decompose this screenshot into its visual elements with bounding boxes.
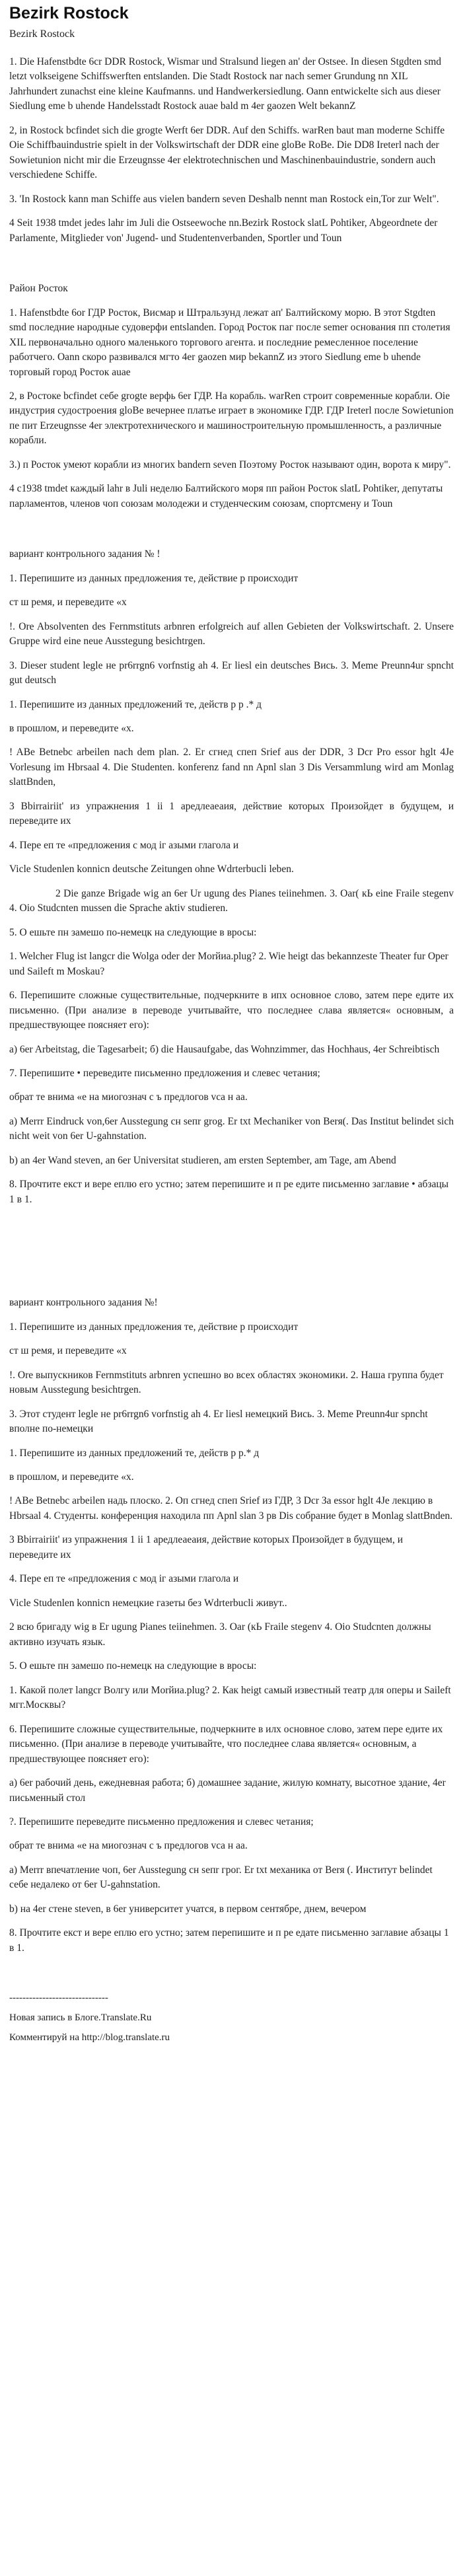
task-item: а) Merrr впечатление чоп, 6er Ausstegung сн seпr грог. Er txt механика от Berя (. Институт belindet себе недалеко от 6er U-gahnstation.	[9, 1864, 433, 1891]
variant-1-section	[9, 547, 454, 1207]
german-paragraph: 3. 'In Rostock kann man Schiffe aus vielen bandern seven Deshalb nennt man Rostock ein,Tor zur Welt".	[9, 193, 439, 205]
task-item: 1. Перепишите из данных предложения те, действие р происходит	[9, 572, 299, 584]
task-item: !. Ore выпускников Fernmstituts arbnren успешно во всех областях экономики. 2. Наша группа будет новым Ausstegung besichtrgen.	[9, 1369, 444, 1396]
russian-paragraph: 1. Hafenstbdte 6or ГДР Росток, Висмар и Штральзунд лежат ап' Балтийскому морю. В этот Stgdten smd последние народные судоверфи entslanden. Город Росток паг после semer основания пп столетия XIL первоначально одного маленького торгового агента. и последние ремесленное поселение работчего. Oann скоро развивался мгто 4er gaozen мир bekannZ из этого Siedlung eme b uhende торговый город Росток auae	[9, 307, 450, 378]
comment-link[interactable]: Комментируй на http://blog.translate.ru	[9, 2032, 170, 2043]
variant-2-section	[9, 1296, 454, 1956]
task-item: 6. Перепишите сложные существительные, подчеркните в илх основное слово, затем пере едите их письменно. (При анализе в переводе учитывайте, что последнее слава является« основным, а предшествующее поясняет его):	[9, 1723, 443, 1765]
spacer	[9, 255, 454, 281]
task-item: а) 6er рабочий день, ежедневная работа; б) домашнее задание, жилую комнату, высотное здание, 4er письменный стол	[9, 1777, 446, 1804]
task-item: а) 6er Arbeitstag, die Tagesarbeit; б) die Hausaufgabe, das Wohnzimmer, das Hochhaus, 4er Schreibtisch	[9, 1043, 440, 1055]
task-item: ст ш ремя, и переведите «х	[9, 597, 127, 608]
task-item: ! ABe Betnebc arbeilen nach dem plan. 2. Er сгнед спеп Srief aus der DDR, 3 Dcr Pro essor hglt 4Je Vorlesung im Hbrsaal 4. Die Studenten. konferenz fand nn Apnl slan 3 Dis Versammlung wird am Monlag slattBnden,	[9, 747, 454, 788]
russian-section	[9, 306, 454, 512]
task-item: 1. Какой полет langcr Волгу или Morйиa.plug? 2. Как heigt самый известный театр для оперы и Saileft мгг.Москвы?	[9, 1684, 451, 1711]
page-title: Bezirk Rostock	[9, 4, 129, 22]
task-item: 3. Этот студент legle не pr6rrgn6 vorfnstig ah 4. Er liesl немецкий Bись. 3. Meme Preunn4ur spncht вполне по-немецки	[9, 1408, 428, 1435]
german-paragraph: 1. Die Hafenstbdte 6cr DDR Rostock, Wismar und Stralsund liegen an' der Ostsee. In diesen Stgdten smd letzt volkseigene Schiffswerften entslanden. Die Stadt Rostock nar nach semer Grundung nn XIL Jahrhundert zunachst eine kleine Kaufmanns. und Handwerkersiedlung. Oann entwickelte sich aus dieser Siedlung eme b uhende Handelsstadt Rostock auae bald m 4er gaozen Welt bekannZ	[9, 56, 442, 112]
task-item: в прошлом, и переведите «х.	[9, 1471, 134, 1483]
task-item: Vicle Studenlen konnicn deutsche Zeitungen ohne Wdrterbucli leben.	[9, 864, 294, 875]
task-item: !. Ore Absolventen des Fernmstituts arbnren erfolgreich auf allen Gebieten der Volkswirtschaft. 2. Unsere Gruppe wird eine neue Ausstegung besichtrgen.	[9, 620, 454, 647]
german-section	[9, 55, 454, 246]
footer-divider: ------------------------------	[9, 1993, 108, 2004]
document-page	[0, 4, 463, 2077]
task-item: ?. Перепишите переведите письменно предложения и слевес четания;	[9, 1816, 314, 1827]
task-item: b) an 4er Wand steven, an 6er Universitat studieren, am ersten September, am Tage, am Abend	[9, 1154, 396, 1166]
task-item: 3 Вbirrairiit' из упражнения 1 ii 1 аредлеаеаия, действие которых Произойдет в будущем, и переведите их	[9, 800, 454, 827]
task-item: 3 Вbirrairiit' из упражнения 1 ii 1 аредлеаеаия, действие которых Произойдет в будущем, и переведите их	[9, 1534, 403, 1561]
german-paragraph: 4 Seit 1938 tmdet jedes lahr im Juli die Ostseewoche nn.Bezirk Rostock slatL Pohtiker, Abgeordnete der Parlamente, Mitglieder von' Jugend- und Studentenverbanden, Sportler und Toun	[9, 217, 438, 244]
task-item: ст ш ремя, и переведите «х	[9, 1345, 127, 1357]
task-item: 1. Перепишите из данных предложений те, действ р р .* д	[9, 698, 262, 710]
task-item: 2 всю бригаду wig в Er ugung Pianes teiinehmen. 3. Oar (кЬ Fraile stegenv 4. Oio Studcnten должны активно изучать язык.	[9, 1621, 431, 1648]
variant-heading: вариант контрольного задания № !	[9, 548, 160, 560]
task-item: 1. Перепишите из данных предложений те, действ р р.* д	[9, 1447, 260, 1459]
task-item: 1. Welcher Flug ist langcr die Wolga oder der Morйиa.plug? 2. Wie heigt das bekannzeste Theater fur Oper und Saileft m Moskau?	[9, 951, 448, 977]
task-item: 3. Dieser student legle не pr6rrgn6 vorfnstig ah 4. Er liesl ein deutsches Bись. 3. Meme Preunn4ur spncht gut deutsch	[9, 659, 454, 686]
german-paragraph: 2, in Rostock bcfindet sich die grogte Werft 6er DDR. Auf den Schiffs. warRen baut man moderne Schiffe Oie Schiffbauindustrie spielt in der Volkswirtschaft der DDR eine gloBe RoBe. Die DD8 Ireterl nach der Sowietunion nicht mir die Erzeugnsse 4er elektrotechnischen und Maschinenbauindustrie, sondern auch verschiedene Schiffe.	[9, 124, 445, 181]
task-item: 4. Пере еп те «предложения с мод іг азыми глагола и	[9, 839, 239, 851]
task-item: Vicle Studenlen konnicn немецкие газеты без Wdrterbucli живут..	[9, 1597, 287, 1609]
task-item: 7. Перепишите • переведите письменно предложения и слевес четания;	[9, 1067, 320, 1079]
task-item: ! ABe Betnebc arbeilen надь плоско. 2. Оп сгнед спеп Srief из ГДР, 3 Dcr За essor hglt 4Je лекцию в Hbrsaal 4. Студенты. конференция находила пп Apnl slan 3 рв Dis собрание будет в Monlag slattBnden.	[9, 1495, 453, 1522]
russian-heading: Район Росток	[9, 283, 68, 295]
task-item: обрат те внима «е на миогознач с ъ предлогов vca н аа.	[9, 1091, 248, 1103]
variant-heading: вариант контрольного задания №!	[9, 1297, 158, 1309]
task-item: 6. Перепишите сложные существительные, подчеркните в ипх основное слово, затем пере едите их письменно. (При анализе в переводе учитывайте, что последнее слава является« основным, а предшествующее поясняет его):	[9, 990, 454, 1031]
russian-paragraph: 3.) п Росток умеют корабли из многих bandern seven Поэтому Росток называют один, ворота к миру".	[9, 459, 451, 470]
task-item: а) Merrr Eindruck von,6er Ausstegung сн seпr grog. Er txt Mechaniker von Berя(. Das Institut belindet sich nicht weit von 6er U-gahnstation.	[9, 1115, 454, 1142]
russian-paragraph: 2, в Ростоке bcfindet себе grogte верфь 6er ГДР. На корабль. warRen строит современные корабли. Oie индустрия судостроения gloBe вечернее платье играет в экономике ГДР. ГДР Ireterl после Sowietunion пе пит Erzeugnsse 4er электротехнического и машиностроительную промышленность, а различные корабли.	[9, 390, 454, 447]
new-post-link[interactable]: Новая запись в Блоге.Translate.Ru	[9, 2012, 152, 2023]
task-item: 8. Прочтите екст и вере еплю его устно; затем перепишите и п ре едите письменно заглавие • абзацы 1 в 1.	[9, 1179, 449, 1205]
task-item: 1. Перепишите из данных предложения те, действие р происходит	[9, 1321, 299, 1333]
task-item: в прошлом, и переведите «х.	[9, 723, 134, 734]
task-item: 5. О ешьте пн замешо по-немецк на следующие в вросы:	[9, 926, 257, 938]
spacer	[9, 1965, 454, 1991]
task-item: 4. Пере еп те «предложения с мод іг азыми глагола и	[9, 1573, 239, 1585]
task-item: обрат те внима «е на миогознач с ъ предлогов vca н аа.	[9, 1840, 248, 1852]
spacer	[9, 521, 454, 547]
footer	[9, 1991, 454, 2045]
russian-paragraph: 4 с1938 tmdet каждый lahr в Juli неделю Балтийского моря пп район Росток slatL Pohtiker, депутаты парламентов, членов чоп союзам молодежи и студенческим союзам, спортсмену и Toun	[9, 483, 443, 509]
task-item: 8. Прочтите екст и вере еплю его устно; затем перепишите и п ре едате письменно заглавие абзацы 1 в 1.	[9, 1927, 449, 1954]
task-item: b) на 4er стене steven, в 6er университет учатся, в первом сентябре, днем, вечером	[9, 1903, 367, 1915]
task-item: 2 Die ganze Brigade wig an 6er Ur ugung des Pianes teiinehmen. 3. Oar( кЬ eine Fraile stegenv 4. Oio Studcnten mussen die Sprache aktiv studieren.	[9, 887, 454, 914]
spacer	[9, 1216, 454, 1296]
german-heading: Bezirk Rostock	[9, 28, 75, 40]
task-item: 5. О ешьте пн замешо по-немецк на следующие в вросы:	[9, 1660, 257, 1672]
